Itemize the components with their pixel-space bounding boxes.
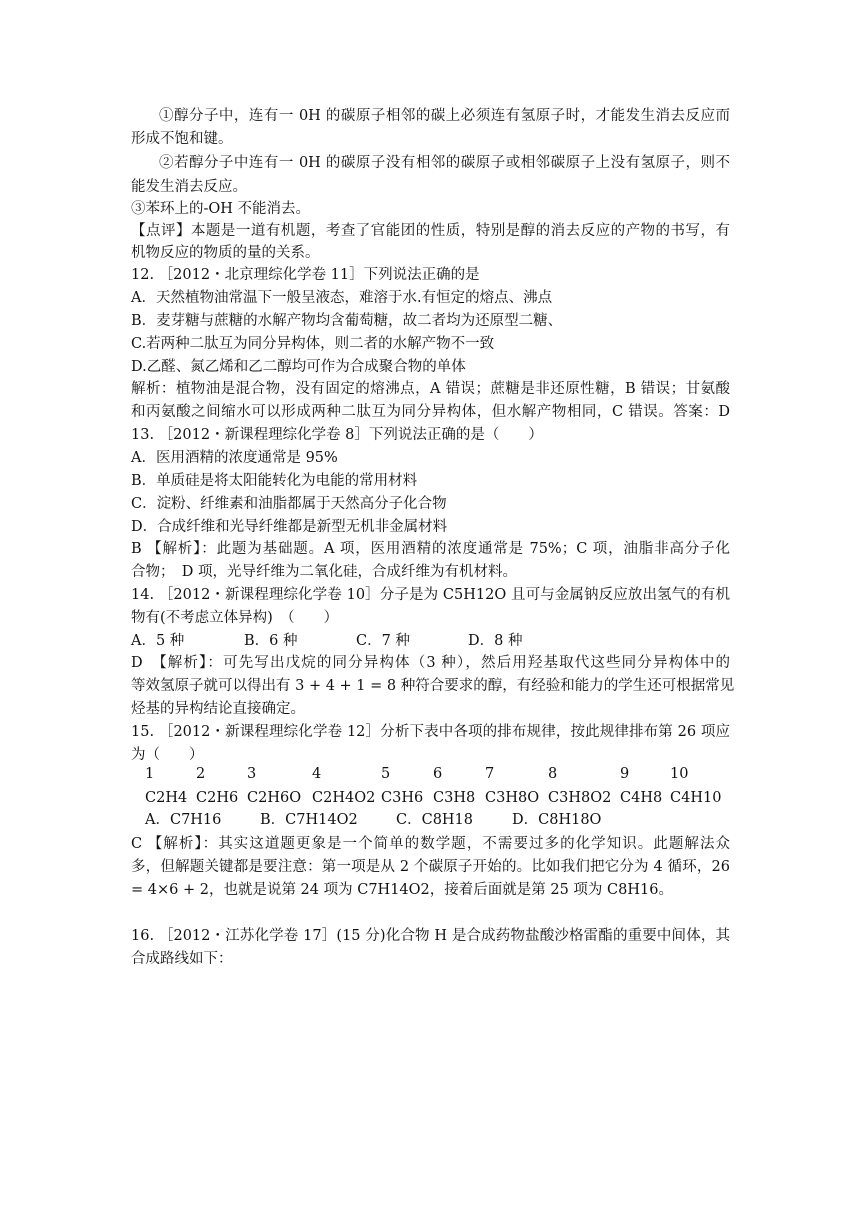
question-12-analysis: 解析：植物油是混合物，没有固定的熔沸点，A 错误；蔗糖是非还原性糖，B 错误；甘氨酸 — [131, 381, 730, 397]
paragraph-line: ①醇分子中，连有一 0H 的碳原子相邻的碳上必须连有氢原子时，才能发生消去反应而 — [159, 108, 730, 124]
option-b: B．6 种 — [244, 633, 298, 649]
table-cell: 1 — [145, 766, 155, 782]
question-14-analysis: D 【解析】：可先写出戊烷的同分异构体（3 种），然后用羟基取代这些同分异构体中的 — [131, 655, 730, 671]
table-cell: 6 — [433, 766, 443, 782]
table-cell: 3 — [247, 766, 257, 782]
option-a: A．C7H16 — [145, 812, 222, 828]
option-c: C．7 种 — [356, 633, 410, 649]
table-cell: C3H8O — [485, 790, 540, 806]
question-12-option-a: A．天然植物油常温下一般呈液态，难溶于水.有恒定的熔点、沸点 — [131, 290, 553, 306]
table-cell: C3H8 — [433, 790, 476, 806]
table-cell: C4H8 — [620, 790, 663, 806]
option-d: D．C8H18O — [512, 812, 602, 828]
table-cell: 7 — [485, 766, 495, 782]
table-cell: C2H6 — [196, 790, 239, 806]
option-b: B．C7H14O2 — [260, 812, 358, 828]
question-15-options — [0, 809, 860, 831]
table-cell: 10 — [670, 766, 689, 782]
question-12-title: 12. ［2012・北京理综化学卷 11］下列说法正确的是 — [131, 267, 480, 283]
question-13-analysis: 合物； D 项，光导纤维为二氧化硅，合成纤维为有机材料。 — [131, 564, 517, 580]
sequence-table-formulas — [0, 787, 860, 809]
table-cell: C4H10 — [670, 790, 722, 806]
question-13-title: 13. ［2012・新课程理综化学卷 8］下列说法正确的是（ ） — [131, 427, 543, 443]
paragraph-line: 能发生消去反应。 — [131, 179, 247, 195]
question-14-analysis: 等效氢原子就可以得出有 3 + 4 + 1 = 8 种符合要求的醇，有经验和能力的学生还可根据常见 — [131, 678, 735, 694]
question-14-title: 物有(不考虑立体异构) （ ） — [131, 610, 339, 626]
question-15-title: 为（ ） — [131, 747, 204, 763]
table-cell: 5 — [381, 766, 391, 782]
question-12-option-c: C.若两种二肽互为同分异构体，则二者的水解产物不一致 — [131, 336, 495, 352]
commentary-line: 【点评】本题是一道有机题，考查了官能团的性质，特别是醇的消去反应的产物的书写，有 — [131, 223, 730, 239]
question-14-options — [0, 630, 860, 652]
table-cell: C2H4O2 — [312, 790, 376, 806]
option-d: D．8 种 — [468, 633, 523, 649]
table-cell: C2H6O — [247, 790, 302, 806]
option-c: C．C8H18 — [396, 812, 474, 828]
table-cell: 9 — [620, 766, 630, 782]
sequence-table-numbers — [0, 763, 860, 785]
table-cell: C3H8O2 — [548, 790, 612, 806]
question-12-analysis: 和丙氨酸之间缩水可以形成两种二肽互为同分异构体，但水解产物相同，C 错误。答案：D — [131, 404, 730, 420]
question-15-analysis: C 【解析】：其实这道题更象是一个简单的数学题，不需要过多的化学知识。此题解法众 — [131, 836, 730, 852]
option-a: A．5 种 — [131, 633, 185, 649]
paragraph-line: ③苯环上的-OH 不能消去。 — [131, 201, 311, 217]
question-13-option-d: D．合成纤维和光导纤维都是新型无机非金属材料 — [131, 519, 448, 535]
question-15-analysis: 多，但解题关键都是要注意：第一项是从 2 个碳原子开始的。比如我们把它分为 4 循环，26 — [131, 859, 730, 875]
question-13-analysis: B 【解析】：此题为基础题。A 项，医用酒精的浓度通常是 75%；C 项，油脂非高分子化 — [131, 541, 730, 557]
table-cell: 2 — [196, 766, 206, 782]
paragraph-line: ②若醇分子中连有一 0H 的碳原子没有相邻的碳原子或相邻碳原子上没有氢原子，则不 — [159, 155, 730, 171]
commentary-line: 机物反应的物质的量的关系。 — [131, 245, 320, 261]
question-12-option-d: D.乙醛、氮乙烯和乙二醇均可作为合成聚合物的单体 — [131, 359, 466, 375]
table-cell: 8 — [548, 766, 558, 782]
paragraph-line: 形成不饱和键。 — [131, 131, 233, 147]
table-cell: C3H6 — [381, 790, 424, 806]
table-cell: C2H4 — [145, 790, 188, 806]
question-12-option-b: B．麦芽糖与蔗糖的水解产物均含葡萄糖，故二者均为还原型二糖、 — [131, 313, 563, 329]
question-16-title: 16. ［2012・江苏化学卷 17］(15 分)化合物 H 是合成药物盐酸沙格雷酯的重要中间体，其 — [131, 928, 730, 944]
question-13-option-c: C．淀粉、纤维素和油脂都属于天然高分子化合物 — [131, 496, 447, 512]
question-13-option-a: A．医用酒精的浓度通常是 95% — [131, 450, 338, 466]
question-14-title: 14. ［2012・新课程理综化学卷 10］分子是为 C5H12O 且可与金属钠反应放出氢气的有机 — [131, 587, 730, 603]
table-cell: 4 — [312, 766, 322, 782]
question-13-option-b: B．单质硅是将太阳能转化为电能的常用材料 — [131, 473, 418, 489]
question-14-analysis: 烃基的异构结论直接确定。 — [131, 701, 305, 717]
question-15-title: 15. ［2012・新课程理综化学卷 12］分析下表中各项的排布规律，按此规律排布第 26 项应 — [131, 724, 730, 740]
question-16-title: 合成路线如下： — [131, 951, 233, 967]
question-15-analysis: = 4×6 + 2，也就是说第 24 项为 C7H14O2，接着后面就是第 25 项为 C8H16。 — [131, 882, 673, 898]
